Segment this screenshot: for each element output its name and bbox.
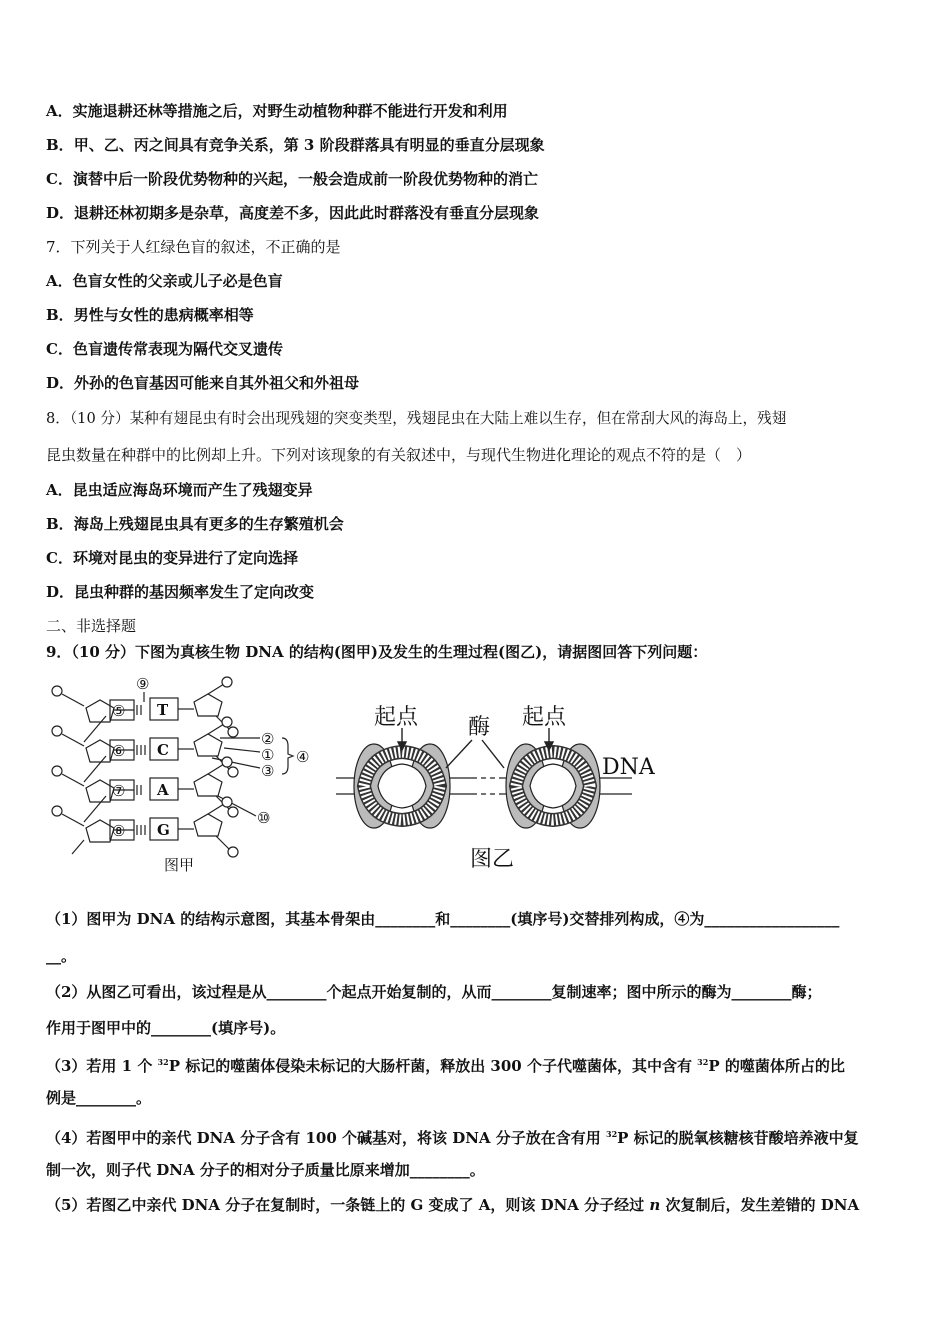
label-3: ③ <box>261 762 275 780</box>
q8-option-a: A．昆虫适应海岛环境而产生了残翅变异 <box>46 481 313 499</box>
q7-option-b: B．男性与女性的患病概率相等 <box>46 306 254 324</box>
label-4: ④ <box>296 748 310 766</box>
q9-sub3-line2: 例是________。 <box>46 1089 152 1107</box>
base-t: T <box>157 701 169 719</box>
enzyme-label: 酶 <box>468 715 491 740</box>
q8-stem-line2: 昆虫数量在种群中的比例却上升。下列对该现象的有关叙述中，与现代生物进化理论的观点不符的是（ ） <box>46 446 752 464</box>
fig-num-5: ⑤ <box>112 702 126 720</box>
fig-num-6: ⑥ <box>112 742 126 760</box>
q6-option-d: D．退耕还林初期多是杂草，高度差不多，因此此时群落没有垂直分层现象 <box>46 204 540 222</box>
q7-option-d: D．外孙的色盲基因可能来自其外祖父和外祖母 <box>46 374 360 392</box>
label-10: ⑩ <box>257 809 271 827</box>
label-2: ② <box>261 730 275 748</box>
base-a: A <box>157 781 169 799</box>
q9-sub4-line2: 制一次，则子代 DNA 分子的相对分子质量比原来增加________。 <box>46 1161 485 1179</box>
origin-right-label: 起点 <box>522 705 567 730</box>
q9-sub3-line1: （3）若用 1 个 $^{32}$P 标记的噬菌体侵染未标记的大肠杆菌，释放出 300 个子代噬菌体，其中含有 $^{32}$P 的噬菌体所占的比 <box>46 1057 845 1075</box>
q9-sub2-line2: 作用于图甲中的________(填序号)。 <box>46 1019 286 1037</box>
q9-sub4-line1: （4）若图甲中的亲代 DNA 分子含有 100 个碱基对，将该 DNA 分子放在含有用 $^{32}$P 标记的脱氧核糖核苷酸培养液中复 <box>46 1129 859 1147</box>
fig-yi-caption: 图乙 <box>470 847 515 872</box>
q9-sub1-line2: __。 <box>46 947 77 965</box>
q7-stem: 7．下列关于人红绿色盲的叙述，不正确的是 <box>46 238 341 256</box>
fig-num-7: ⑦ <box>112 782 126 800</box>
q8-stem-line1: 8．（10 分）某种有翅昆虫有时会出现残翅的突变类型，残翅昆虫在大陆上难以生存，但在常刮大风的海岛上，残翅 <box>46 410 787 427</box>
base-c: C <box>157 741 169 759</box>
q7-option-c: C．色盲遗传常表现为隔代交叉遗传 <box>46 340 283 358</box>
q6-option-c: C．演替中后一阶段优势物种的兴起，一般会造成前一阶段优势物种的消亡 <box>46 170 538 188</box>
label-1: ① <box>261 746 275 764</box>
q6-option-a: A．实施退耕还林等措施之后，对野生动植物种群不能进行开发和利用 <box>46 102 508 120</box>
q9-sub1-line1: （1）图甲为 DNA 的结构示意图，其基本骨架由________和________(填序号)交替排列构成，④为__________________ <box>46 910 840 928</box>
q8-option-c: C．环境对昆虫的变异进行了定向选择 <box>46 549 298 567</box>
q6-option-b: B．甲、乙、丙之间具有竞争关系，第 3 阶段群落具有明显的垂直分层现象 <box>46 136 545 154</box>
dna-replication-figure <box>334 700 664 880</box>
fig-jia-caption: 图甲 <box>164 856 195 874</box>
q9-sub2-line1: （2）从图乙可看出，该过程是从________个起点开始复制的，从而________复制速率；图中所示的酶为________酶； <box>46 983 822 1001</box>
q9-stem: 9．（10 分）下图为真核生物 DNA 的结构(图甲)及发生的生理过程(图乙)，请据图回答下列问题： <box>46 643 708 661</box>
q7-option-a: A．色盲女性的父亲或儿子必是色盲 <box>46 272 283 290</box>
fig-num-8: ⑧ <box>112 822 126 840</box>
q8-option-b: B．海岛上残翅昆虫具有更多的生存繁殖机会 <box>46 515 344 533</box>
origin-left-label: 起点 <box>374 705 419 730</box>
dna-label: DNA <box>602 755 655 780</box>
base-g: G <box>157 821 170 839</box>
dna-structure-figure <box>44 672 334 882</box>
label-9: ⑨ <box>136 675 150 693</box>
q9-sub5-line1: （5）若图乙中亲代 DNA 分子在复制时，一条链上的 G 变成了 A，则该 DNA 分子经过 n 次复制后，发生差错的 DNA <box>46 1196 860 1214</box>
q8-option-d: D．昆虫种群的基因频率发生了定向改变 <box>46 583 315 601</box>
section-heading: 二、非选择题 <box>46 617 137 635</box>
